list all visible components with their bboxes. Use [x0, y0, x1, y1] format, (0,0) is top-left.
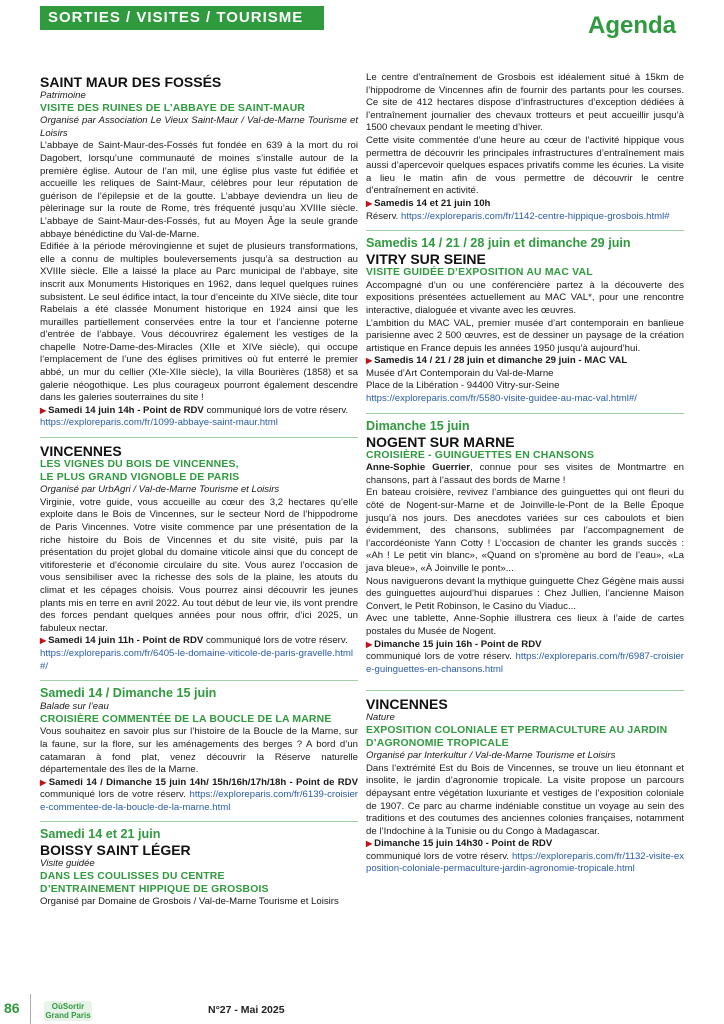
- event-link[interactable]: https://exploreparis.com/fr/1099-abbaye-saint-maur.html: [40, 417, 278, 429]
- event-address: Musée d’Art Contemporain du Val-de-Marne: [366, 367, 554, 379]
- event-link[interactable]: https://exploreparis.com/fr/6139-croisiere-commentee-de-la-boucle-de-la-marne.html: [40, 789, 358, 813]
- event-description: Accompagné d’un ou une conférencière partez à la découverte des expositions présentées actuellement au MAC VAL*, pour une rencontre interactive, dialoguée et vivante avec les œuvres.: [366, 279, 684, 316]
- event-title: LES VIGNES DU BOIS DE VINCENNES,: [40, 459, 239, 471]
- event-description: Cette visite commentée d’une heure au cœur de l’activité hippique vous permettra de découvrir les principales infrastructures d’entraînement mais aussi d’apercevoir quelques espaces privatifs comme les écuries. La visite a lieu le matin afin de vous permettre de découvrir le centre d’entraînement en activité.: [366, 134, 684, 197]
- event-when-tail: communiqué lors de votre réserv.: [366, 850, 512, 862]
- event-when-tail: communiqué lors de votre réserv.: [203, 404, 349, 416]
- event-category: Patrimoine: [40, 90, 86, 101]
- event-description: Vous souhaitez en savoir plus sur l’histoire de la Boucle de la Marne, sur la faune, sur la flore, sur les aménagements des berges ? A bord d’un catamaran à fond plat, venez découvrir la Réserve naturelle départementale des îles de la Marne.: [40, 726, 358, 776]
- event-description-lead: , connue pour ses visites de Montmartre en chansons, part à l’assaut des bords de Marne !: [366, 462, 684, 486]
- event-when: ▶ Samedi 14 / Dimanche 15 juin 14h/ 15h/16h/17h/18h - Point de RDV: [40, 777, 358, 788]
- event-schedule: [40, 635, 358, 648]
- event-title: DANS LES COULISSES DU CENTRE: [40, 871, 225, 883]
- event-date: Samedi 14 / Dimanche 15 juin: [40, 686, 217, 701]
- event-link[interactable]: https://exploreparis.com/fr/1132-visite-exposition-coloniale-permaculture-jardin-agronomie-tropicale.html: [366, 850, 684, 875]
- event-schedule: [40, 405, 358, 418]
- event-category: Balade sur l’eau: [40, 701, 109, 713]
- event-city: VINCENNES: [40, 443, 122, 460]
- event-organizer: Organisé par Domaine de Grosbois / Val-de-Marne Tourisme et Loisirs: [40, 896, 339, 908]
- event-description: Avec une tablette, Anne-Sophie illustrera ces lieux à l’aide de cartes postales du Musée de Nogent.: [366, 613, 684, 637]
- event-category: Nature: [366, 712, 395, 724]
- issue-number: N°27 - Mai 2025: [208, 1004, 285, 1016]
- event-description: Nous naviguerons devant la mythique guinguette Chez Gégène mais aussi des guinguettes aujourd’hui disparues : Chez Jullien, l’ancienne Maison Convert, le Petit Robinson, le Casino du Viaduc...: [366, 575, 684, 612]
- event-city: NOGENT SUR MARNE: [366, 433, 515, 450]
- event-description: Le centre d’entraînement de Grosbois est idéalement situé à 15km de l’hippodrome de Vincennes afin de fournir des partants pour les courses. Ce site de 412 hectares dispose d’infrastructures d’exception dédiées à l’entraînement journalier des chevaux trotteurs et peut accueillir jusqu’à 1500 chevaux pendant le meeting d’hiver.: [366, 72, 684, 134]
- footer-divider: [30, 994, 31, 1024]
- event-description: L’ambition du MAC VAL, premier musée d’art contemporain en banlieue parisienne avec 2 500 œuvres, est de dessiner un paysage de la création artistique en France depuis les années 1950 jusqu’à aujourd’hui.: [366, 317, 684, 354]
- event-city: SAINT MAUR DES FOSSÉS: [40, 74, 222, 90]
- event-schedule: [40, 777, 358, 815]
- event-date: Dimanche 15 juin: [366, 418, 470, 433]
- event-category: Visite guidée: [40, 858, 95, 870]
- event-city: BOISSY SAINT LÉGER: [40, 842, 191, 859]
- guide-name: Anne-Sophie Guerrier: [366, 462, 470, 474]
- page-number: 86: [4, 1000, 20, 1016]
- event-reserv-label: Réserv.: [366, 210, 402, 222]
- divider: [366, 690, 684, 691]
- event-organizer: Organisé par Interkultur / Val-de-Marne Tourisme et Loisirs: [366, 750, 616, 762]
- event-organizer: Organisé par Association Le Vieux Saint-Maur / Val-de-Marne Tourisme et Loisirs: [40, 115, 358, 139]
- event-city: VITRY SUR SEINE: [366, 251, 486, 268]
- event-city: VINCENNES: [366, 696, 448, 713]
- event-schedule: [366, 211, 684, 224]
- event-when: ▶ Samedis 14 et 21 juin 10h: [366, 198, 490, 209]
- event-when: ▶ Samedi 14 juin 14h - Point de RDV: [40, 405, 204, 416]
- event-when-tail: communiqué lors de votre réserv.: [40, 789, 190, 801]
- event-when-tail: communiqué lors de votre réserv.: [203, 635, 348, 647]
- divider: [366, 230, 684, 231]
- event-description: Edifiée à la période mérovingienne et sujet de plusieurs transformations, elle a connu de multiples bouleversements jusqu’à sa destruction au XVIIIe siècle. Elle a laissé la place au Parc municipal de l’abbaye, site inscrit aux Monuments Historiques en 1962, dans lequel quelques ruines subsistent. Le seul édifice intact, la tour d’enceinte du XIVe siècle, dite tour Rabelais a été classée Monument historique en 1924 ainsi que les murailles partiellement conservées entre la tour et l’ancienne poterne d’entrée de l’abbaye. Vous découvrirez également les vestiges de la chapelle Notre-Dame-des-Miracles (XIIe et XIVe siècle), qui occupe l’emplacement de l’une des églises primitives où fut enterré le premier abbé, un mur du cellier (XIe-XIIe siècle), la villa Bourières (1858) et sa galerie néogothique. Les plus courageux pourront également descendre dans les galeries souterraines du site !: [40, 241, 358, 404]
- right-column: [366, 72, 684, 876]
- event-description: Virginie, votre guide, vous accueille au cœur des 3,2 hectares qu’elle exploite dans le Bois de Vincennes, sur le secteur Nord de l’hippodrome de Paris Vincennes. Votre visite commence par une présentation de la riche histoire du Bois de Vincennes et du site visité, puis par la présentation du projet global du domaine viticole ainsi que du concept de vitiforesterie et d’économie circulaire du site. Vous aurez l’occasion de vous sensibiliser avec la richesse des sols de la plaine, les atouts du climat et les cépages choisis. Vous pourrez ainsi découvrir les jeunes plants mis en terre en avril 2022. Au tout début de leur vie, ils vont prendre des forces pendant quelques années pour nous offrir, d’ici 2025, un fabuleux nectar.: [40, 496, 358, 634]
- event-description: En bateau croisière, revivez l’ambiance des guinguettes qui ont fleuri du côté de Nogent-sur-Marne et de Joinville-le-Pont de la Belle Époque jusqu’à nos jours. Des anecdotes variées sur ces caboulots et bien évidemment, des chansons, sublimées par l’accompagnement de l’accordéoniste Yann Cotty ! L’occasion de chanter les grands succès : «Ah ! Le petit vin blanc», «Quand on s’promène au bord de l’eau», «La java bleue», «À Joinville le pont»...: [366, 487, 684, 574]
- event-when: ▶ Samedi 14 juin 11h - Point de RDV: [40, 635, 203, 646]
- event-schedule: [366, 651, 684, 676]
- publication-logo: OùSortir Grand Paris: [45, 1002, 91, 1020]
- event-organizer: Organisé par UrbAgri / Val-de-Marne Tourisme et Loisirs: [40, 484, 280, 496]
- event-when: ▶ Dimanche 15 juin 14h30 - Point de RDV: [366, 838, 552, 849]
- page-footer: [0, 998, 724, 1024]
- event-title: CROISIÈRE COMMENTÉE DE LA BOUCLE DE LA MARNE: [40, 713, 332, 725]
- event-when: ▶ Dimanche 15 juin 16h - Point de RDV: [366, 639, 542, 650]
- event-date: Samedi 14 et 21 juin: [40, 827, 161, 842]
- event-date: Samedis 14 / 21 / 28 juin et dimanche 29 juin: [366, 236, 631, 251]
- event-title: VISITE GUIDÉE D’EXPOSITION AU MAC VAL: [366, 267, 593, 279]
- event-when-tail: communiqué lors de votre réserv.: [366, 651, 516, 663]
- event-link[interactable]: https://exploreparis.com/fr/5580-visite-guidee-au-mac-val.html#/: [366, 393, 637, 405]
- event-when: ▶ Samedis 14 / 21 / 28 juin et dimanche 29 juin - MAC VAL: [366, 355, 627, 366]
- event-title: EXPOSITION COLONIALE ET PERMACULTURE AU JARDIN: [366, 724, 668, 736]
- divider: [40, 821, 358, 822]
- event-link[interactable]: https://exploreparis.com/fr/1142-centre-hippique-grosbois.html#: [401, 210, 670, 222]
- event-description: L’abbaye de Saint-Maur-des-Fossés fut fondée en 639 à la mort du roi Dagobert, lorsqu’une communauté de moines s’installe autour de la première église. Autour de l’an mil, une église plus vaste fut édifiée et accueille les reliques de Saint-Maur, célèbres pour leur réputation de guérison de l’épilepsie et de la goutte. L’abbaye deviendra un lieu de pèlerinage sur la route de Rome, très fréquenté jusqu’au XVIIIe siècle. L’abbaye de Saint-Maur-des-Fossés, fut au Moyen Âge la seule grande abbaye bénédictine du Val-de-Marne.: [40, 140, 358, 240]
- event-title: D’AGRONOMIE TROPICALE: [366, 737, 509, 749]
- left-column: [40, 70, 358, 909]
- event-link[interactable]: https://exploreparis.com/fr/6405-le-domaine-viticole-de-paris-gravelle.html#/: [40, 647, 353, 672]
- divider: [366, 413, 684, 414]
- divider: [40, 437, 358, 438]
- event-title: VISITE DES RUINES DE L’ABBAYE DE SAINT-MAUR: [40, 102, 306, 114]
- event-title: D’ENTRAINEMENT HIPPIQUE DE GROSBOIS: [40, 883, 269, 895]
- event-link[interactable]: https://exploreparis.com/fr/6987-croisiere-guinguettes-en-chansons.html: [366, 651, 684, 675]
- event-description: [366, 462, 684, 487]
- event-description: Dans l’extrémité Est du Bois de Vincennes, se trouve un lieu étonnant et insolite, le jardin d’agronomie tropicale. La visite propose un parcours dépaysant entre végétation luxuriante et vestiges de l’exposition coloniale de 1907. Ce parc au charme indéniable constitue un voyage au sein des traditions et des coutumes des anciennes colonies françaises, notamment de l’Indochine à la Tunisie ou du Congo à Madagascar.: [366, 762, 684, 837]
- agenda-logo: Agenda: [588, 12, 677, 39]
- event-schedule: [366, 851, 684, 876]
- divider: [40, 680, 358, 681]
- event-address: Place de la Libération - 94400 Vitry-sur-Seine: [366, 380, 560, 392]
- event-title: LE PLUS GRAND VIGNOBLE DE PARIS: [40, 471, 240, 483]
- section-banner: SORTIES / VISITES / TOURISME: [40, 6, 324, 30]
- event-title: CROISIÈRE - GUINGUETTES EN CHANSONS: [366, 449, 595, 461]
